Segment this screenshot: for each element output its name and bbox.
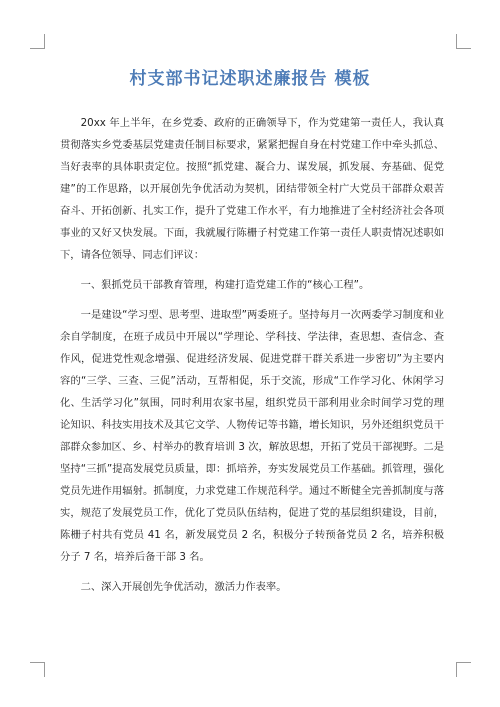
crop-mark-top-left <box>30 34 45 49</box>
document-body <box>60 112 444 605</box>
section-heading-2: 二、深入开展创先争优活动，激活力作表率。 <box>80 581 287 593</box>
intro-paragraph: 20xx 年上半年，在乡党委、政府的正确领导下，作为党建第一责任人，我认真贯彻落实乡党委基层党建责任制目标要求，紧紧把握自身在村党建工作中牵头抓总、当好表率的具体职责定位。按照“抓党建、凝合力、谋发展，抓发展、夯基础、促党建”的工作思路，以开展创先争优活动为契机，团结带领全村广大党员干部群众艰苦奋斗、开拓创新、扎实工作，提升了党建工作水平，有力地推进了全村经济社会各项事业的又好又快发展。下面，我就履行陈栅子村党建工作第一责任人职责情况述职如下，请各位领导、同志们评议： <box>60 117 444 261</box>
crop-mark-bottom-right <box>456 662 471 677</box>
section-heading-1: 一、狠抓党员干部教育管理，构建打造党建工作的“核心工程”。 <box>80 279 370 291</box>
crop-mark-bottom-left <box>30 662 45 677</box>
section-1-paragraph: 一是建设“学习型、思考型、进取型”两委班子。坚持每月一次两委学习制度和业余自学制度，在班子成员中开展以“学理论、学科技、学法律，查思想、查信念、查作风，促进党性观念增强、促进经济发展、促进党群干群关系进一步密切”为主要内容的“三学、三查、三促”活动，互帮相促，乐于交流，形成“工作学习化、休闲学习化、生活学习化”氛围，同时利用农家书屋，组织党员干部利用业余时间学习党的理论知识、科技实用技术及其它文学、人物传记等书籍，增长知识，另外还组织党员干部群众参加区、乡、村举办的教育培训 3 次，解放思想，开拓了党员干部视野。二是坚持“三抓”提高发展党员质量，即：抓培养，夯实发展党员工作基础。抓管理，强化党员先进作用辐射。抓制度，力求党建工作规范科学。通过不断健全完善抓制度与落实，规范了发展党员工作，优化了党员队伍结构，促进了党的基层组织建设，目前，陈栅子村共有党员 41 名，新发展党员 2 名，积极分子转预备党员 2 名，培养积极分子 7 名，培养后备干部 3 名。 <box>60 309 444 563</box>
document-title: 村支部书记述职述廉报告 模板 <box>129 69 371 89</box>
crop-mark-top-right <box>456 34 471 49</box>
